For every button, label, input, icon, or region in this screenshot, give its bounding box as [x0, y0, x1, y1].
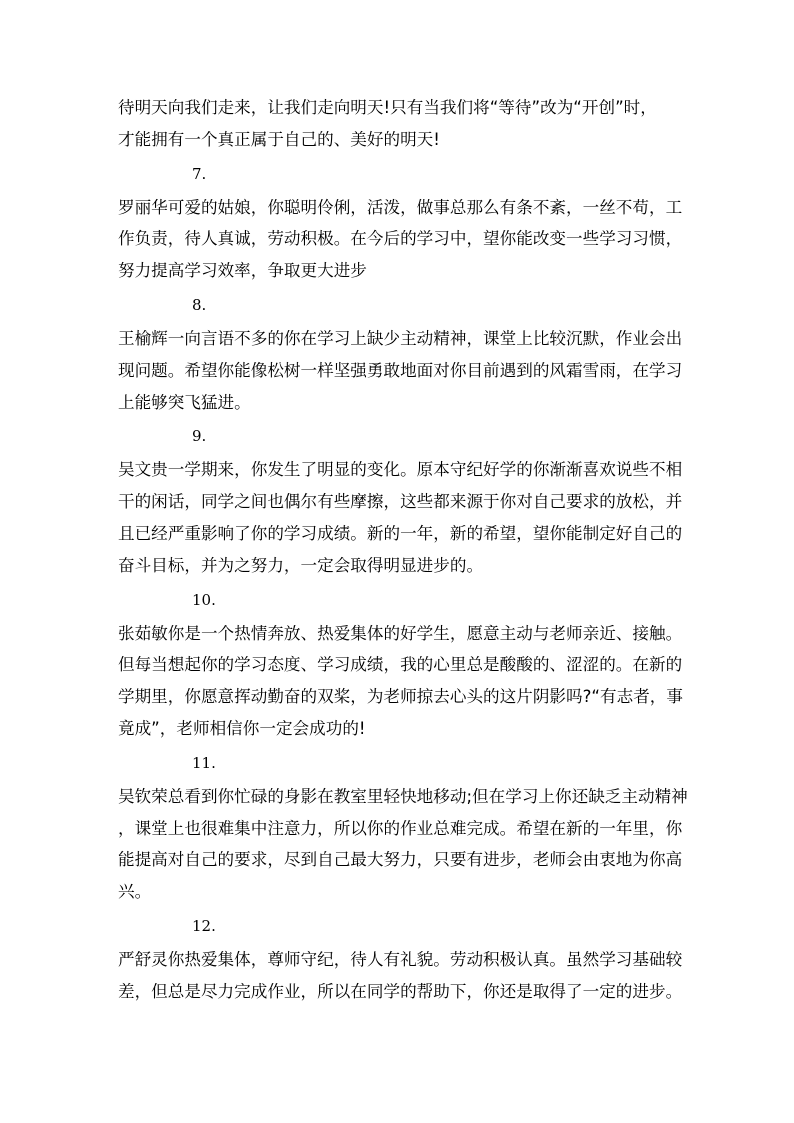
text-line: 且已经严重影响了你的学习成绩。新的一年，新的希望，望你能制定好自己的: [118, 523, 683, 543]
section-7: [118, 156, 683, 287]
text-line: 才能拥有一个真正属于自己的、美好的明天!: [118, 129, 440, 149]
text-line: 上能够突飞猛进。: [118, 392, 251, 412]
section-9: [118, 418, 683, 581]
text-line: 吴文贵一学期来，你发生了明显的变化。原本守纪好学的你渐渐喜欢说些不相: [118, 460, 683, 480]
document-body: [118, 92, 688, 1008]
text-line: 作负责，待人真诚，劳动积极。在今后的学习中，望你能改变一些学习习惯，: [118, 229, 683, 249]
text-line: 干的闲话，同学之间也偶尔有些摩擦，这些都来源于你对自己要求的放松，并: [118, 492, 683, 512]
text-line: 但每当想起你的学习态度、学习成绩，我的心里总是酸酸的、涩涩的。在新的: [118, 655, 683, 675]
text-line: 努力提高学习效率，争取更大进步: [118, 261, 367, 281]
intro-paragraph: [118, 92, 678, 156]
section-10: [118, 582, 683, 745]
section-number: 9.: [192, 427, 207, 446]
text-line: 竟成”，老师相信你一定会成功的!: [118, 718, 366, 738]
text-line: 严舒灵你热爱集体，尊师守纪，待人有礼貌。劳动积极认真。虽然学习基础较: [118, 949, 683, 969]
text-line: 罗丽华可爱的姑娘，你聪明伶俐，活泼，做事总那么有条不紊，一丝不苟，工: [118, 197, 683, 217]
section-11: [118, 745, 688, 908]
text-line: 兴。: [118, 882, 152, 902]
section-number: 12.: [192, 916, 216, 935]
section-number: 7.: [192, 164, 207, 183]
section-number: 11.: [192, 753, 216, 772]
section-8: [118, 287, 683, 418]
text-line: 奋斗目标，并为之努力，一定会取得明显进步的。: [118, 555, 484, 575]
section-number: 8.: [192, 295, 207, 314]
text-line: 现问题。希望你能像松树一样坚强勇敢地面对你目前遇到的风霜雪雨，在学习: [118, 360, 683, 380]
text-line: 差，但总是尽力完成作业，所以在同学的帮助下，你还是取得了一定的进步。: [118, 981, 683, 1001]
text-line: 能提高对自己的要求，尽到自己最大努力，只要有进步，老师会由衷地为你高: [118, 850, 683, 870]
text-line: 待明天向我们走来，让我们走向明天!只有当我们将“等待”改为“开创”时，: [118, 98, 657, 117]
text-line: 张茹敏你是一个热情奔放、热爱集体的好学生，愿意主动与老师亲近、接触。: [118, 623, 683, 643]
section-12: [118, 908, 683, 1008]
section-number: 10.: [192, 590, 216, 609]
text-line: 学期里，你愿意挥动勤奋的双桨，为老师掠去心头的这片阴影吗?“有志者，事: [118, 687, 683, 707]
text-line: 吴钦荣总看到你忙碌的身影在教室里轻快地移动;但在学习上你还缺乏主动精神: [118, 786, 688, 806]
text-line: 王榆辉一向言语不多的你在学习上缺少主动精神，课堂上比较沉默，作业会出: [118, 328, 683, 348]
text-line: ，课堂上也很难集中注意力，所以你的作业总难完成。希望在新的一年里，你: [118, 818, 683, 838]
